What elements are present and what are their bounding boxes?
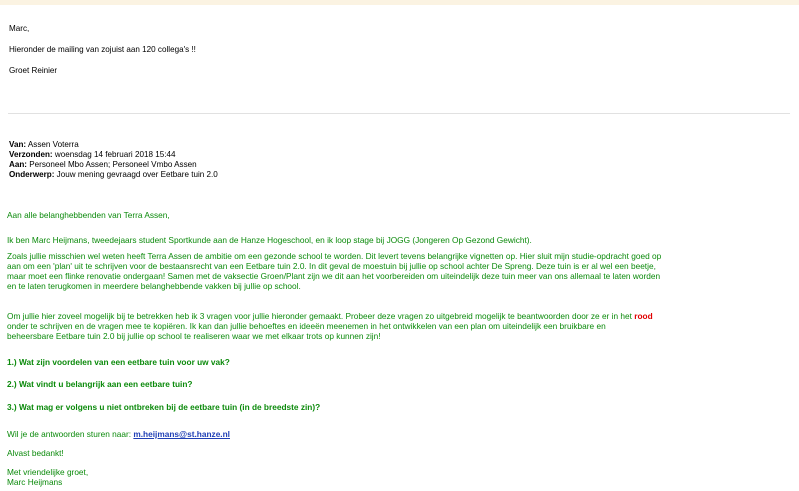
sender-name: Marc Heijmans — [7, 477, 63, 487]
sent-value: woensdag 14 februari 2018 15:44 — [54, 150, 176, 159]
divider — [8, 113, 790, 114]
to-label: Aan: — [9, 160, 27, 169]
closing: Met vriendelijke groet, — [7, 467, 89, 477]
from-row — [9, 140, 79, 150]
send-to-line — [7, 429, 230, 439]
to-row — [9, 160, 197, 170]
question-1: 1.) Wat zijn voordelen van een eetbare tuin voor uw vak? — [7, 357, 230, 367]
intro-signoff: Groet Reinier — [9, 66, 58, 75]
subject-row — [9, 170, 218, 180]
send-to-text: Wil je de antwoorden sturen naar: — [7, 429, 134, 439]
subject-value: Jouw mening gevraagd over Eetbare tuin 2.0 — [56, 170, 218, 179]
to-value: Personeel Mbo Assen; Personeel Vmbo Assen — [29, 160, 197, 169]
paragraph-line: maar moet een flinke renovatie ondergaan! Samen met de vaksectie Groen/Plant zijn we dit aan het voorbereiden om uiteindelijk deze tuin meer van ons allemaal te laten worden — [7, 271, 661, 281]
paragraph-line: aan om een 'plan' uit te schrijven voor de bestaansrecht van een Eetbare tuin 2.0. In dit geval de moestuin bij jullie op school achter De Spreng. Deze tuin is er al wel een beetje, — [7, 261, 656, 271]
from-label: Van: — [9, 140, 27, 149]
question-3: 3.) Wat mag er volgens u niet ontbreken bij de eetbare tuin (in de breedste zin)? — [7, 402, 321, 412]
email-link[interactable]: m.heijmans@st.hanze.nl — [133, 429, 230, 439]
paragraph-intro: Ik ben Marc Heijmans, tweedejaars student Sportkunde aan de Hanze Hogeschool, en ik loop stage bij JOGG (Jongeren Op Gezond Gewicht). — [7, 235, 532, 245]
intro-body: Hieronder de mailing van zojuist aan 120 collega's !! — [9, 45, 196, 54]
paragraph-line: onder te schrijven en de vragen mee te kopiëren. Ik kan dan jullie behoeftes en ideeën meenemen in het ontwikkelen van een plan om uiteindelijk een bruikbare en — [7, 321, 606, 331]
thanks: Alvast bedankt! — [7, 448, 64, 458]
intro-salutation: Marc, — [9, 24, 30, 33]
top-bar — [0, 0, 799, 5]
subject-label: Onderwerp: — [9, 170, 55, 179]
paragraph-line: Zoals jullie misschien wel weten heeft Terra Assen de ambitie om een gezonde school te worden. Dit levert tevens belangrijke vignetten op. Hier sluit mijn studie-opdracht goed op — [7, 251, 662, 261]
highlight-red: rood — [634, 311, 653, 321]
from-value: Assen Voterra — [27, 140, 79, 149]
greeting: Aan alle belanghebbenden van Terra Assen, — [7, 210, 170, 220]
paragraph-line: en te laten terugkomen in meerdere belanghebbende vakken bij jullie op school. — [7, 281, 301, 291]
sent-label: Verzonden: — [9, 150, 53, 159]
paragraph-line: beheersbare Eetbare tuin 2.0 bij jullie op school te realiseren waar we met elkaar trots op kunnen zijn! — [7, 331, 381, 341]
question-2: 2.) Wat vindt u belangrijk aan een eetbare tuin? — [7, 379, 193, 389]
paragraph-line — [7, 311, 653, 321]
paragraph-text: Om jullie hier zoveel mogelijk bij te betrekken heb ik 3 vragen voor jullie hieronder gemaakt. Probeer deze vragen zo uitgebreid mogelijk te beantwoorden door ze er in het — [7, 311, 635, 321]
sent-row — [9, 150, 175, 160]
